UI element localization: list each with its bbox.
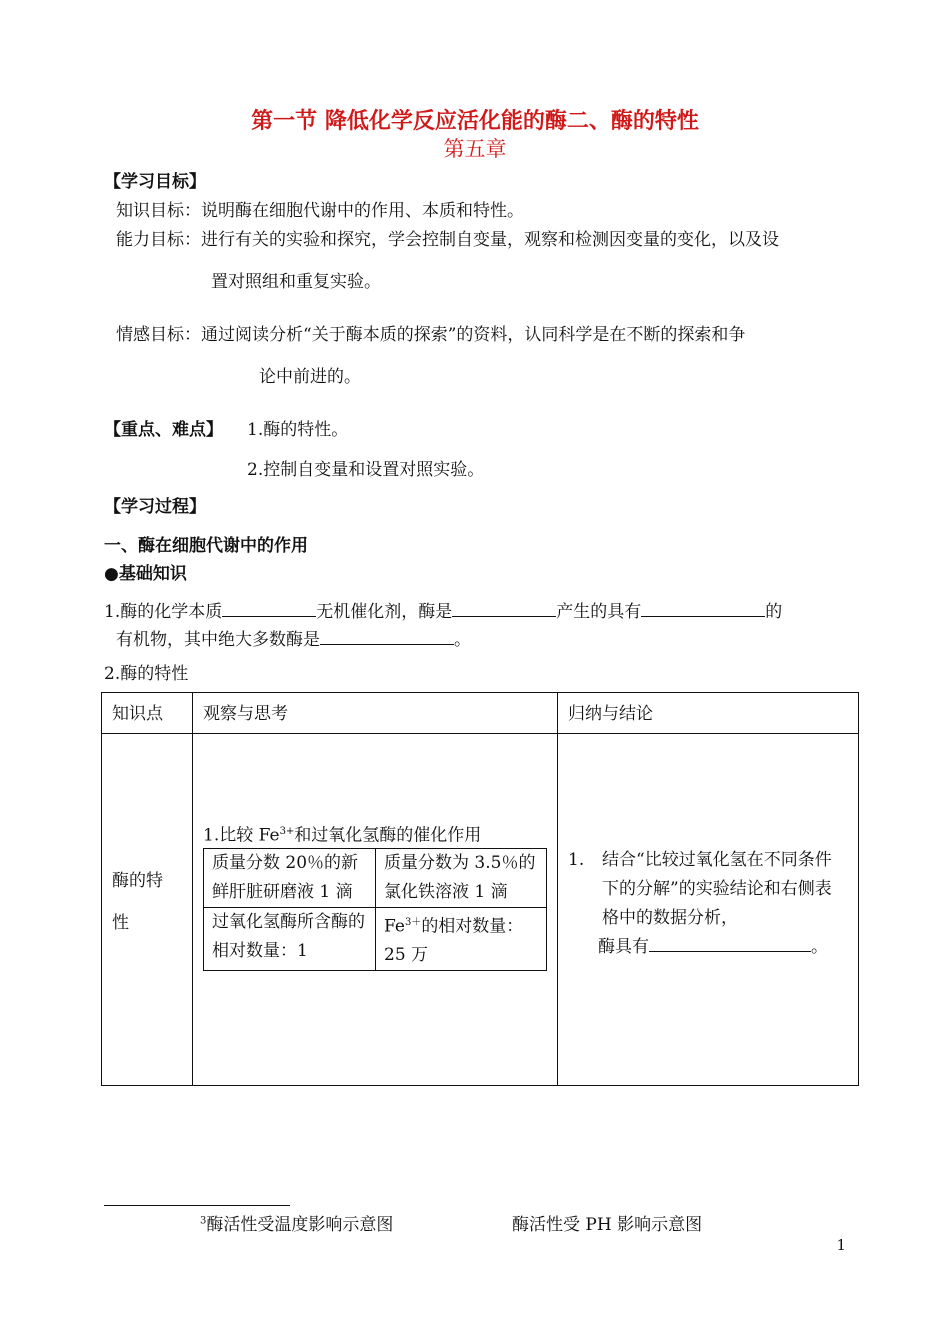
knowledge-objective: 知识目标：说明酶在细胞代谢中的作用、本质和特性。 <box>116 201 524 221</box>
table-header-knowledge: 知识点 <box>102 693 193 734</box>
section-heading: 一、酶在细胞代谢中的作用 <box>104 536 308 556</box>
ability-objective-line2: 置对照组和重复实验。 <box>211 272 381 292</box>
emotion-objective-line1: 情感目标：通过阅读分析“关于酶本质的探索”的资料，认同科学是在不断的探索和争 <box>116 325 746 345</box>
objectives-heading: 【学习目标】 <box>104 172 206 192</box>
observation-cell <box>193 734 558 1086</box>
comparison-cell-enzyme-count: 过氧化氢酶所含酶的相对数量：1 <box>204 907 376 971</box>
page-number: 1 <box>836 1236 846 1254</box>
blank-field[interactable] <box>649 935 811 952</box>
question-1-part-e: 有机物，其中绝大多数酶是 <box>116 630 320 650</box>
footnote-ph: 酶活性受 PH 影响示意图 <box>512 1215 703 1235</box>
conclusion-blank-line: 酶具有 。 <box>598 937 828 957</box>
chapter-subtitle: 第五章 <box>443 137 507 161</box>
conclusion-number: 1. <box>568 850 585 870</box>
blank-field[interactable] <box>452 600 556 617</box>
topic-line2: 性 <box>112 913 129 933</box>
emotion-objective-line2: 论中前进的。 <box>259 367 361 387</box>
enzyme-properties-table <box>101 692 859 1086</box>
table-header-observation: 观察与思考 <box>193 693 558 734</box>
key-point-1: 1.酶的特性。 <box>247 420 349 440</box>
question-1-part-d: 的 <box>765 602 783 622</box>
question-1-part-c: 产生的具有 <box>556 602 642 622</box>
conclusion-text: 结合“比较过氧化氢在不同条件下的分解”的实验结论和右侧表格中的数据分析， <box>602 850 832 928</box>
key-point-2: 2.控制自变量和设置对照实验。 <box>247 460 485 480</box>
blank-field[interactable] <box>641 600 765 617</box>
page-title: 第一节 降低化学反应活化能的酶二、酶的特性 <box>251 109 699 134</box>
question-1-part-a: 1.酶的化学本质 <box>104 602 223 622</box>
table-header-conclusion: 归纳与结论 <box>558 693 859 734</box>
key-points-heading: 【重点、难点】 <box>104 420 223 440</box>
question-1-line2 <box>116 625 471 650</box>
conclusion-cell <box>558 734 859 1086</box>
comparison-table <box>203 848 547 972</box>
comparison-cell-liver: 质量分数 20％的新鲜肝脏研磨液 1 滴 <box>204 848 376 907</box>
basics-heading: ●基础知识 <box>104 564 187 584</box>
footnote-divider <box>104 1205 290 1206</box>
comparison-cell-fecl3: 质量分数为 3.5％的氯化铁溶液 1 滴 <box>376 848 547 907</box>
compare-title: 1.比较 $Fe^{3+}$和过氧化氢酶的催化作用 <box>203 825 482 846</box>
question-1-part-f: 。 <box>454 630 471 650</box>
topic-cell <box>102 734 193 1086</box>
question-2: 2.酶的特性 <box>104 664 189 684</box>
question-1-part-b: 无机催化剂，酶是 <box>316 602 453 622</box>
ability-objective-line1: 能力目标：进行有关的实验和探究，学会控制自变量，观察和检测因变量的变化，以及设 <box>116 230 779 250</box>
process-heading: 【学习过程】 <box>104 497 206 517</box>
blank-field[interactable] <box>320 628 454 645</box>
topic-line1: 酶的特 <box>112 871 163 891</box>
footnote-temperature: $^3$酶活性受温度影响示意图 <box>200 1215 394 1235</box>
question-1-line1 <box>104 597 782 622</box>
comparison-cell-fe-count: $Fe^{3+}$的相对数量：25 万 <box>376 907 547 971</box>
blank-field[interactable] <box>222 600 316 617</box>
